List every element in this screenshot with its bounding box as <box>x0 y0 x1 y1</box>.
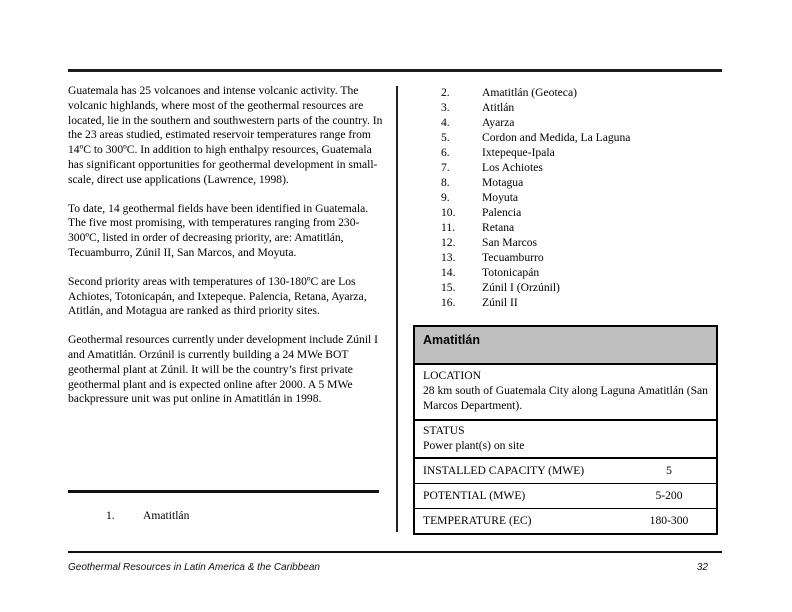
list-item-number: 5. <box>441 131 450 144</box>
top-rule <box>68 69 722 72</box>
field-list <box>441 85 630 310</box>
list-item-label: Ixtepeque-Ipala <box>482 146 555 159</box>
left-column-rule <box>68 490 379 493</box>
list-item-label: Zúnil II <box>482 296 518 309</box>
status-value: Power plant(s) on site <box>423 439 525 453</box>
list-item-label: Amatitlán <box>143 509 190 522</box>
field-list-item <box>441 100 630 115</box>
metric-label: POTENTIAL (MWE) <box>423 488 526 502</box>
field-list-item <box>441 85 630 100</box>
list-item-label: Ayarza <box>482 116 515 129</box>
page-number: 32 <box>696 562 708 573</box>
metric-label: TEMPERATURE (EC) <box>423 513 532 527</box>
field-list-item <box>441 280 630 295</box>
metric-value: 5 <box>666 463 672 477</box>
field-list-item <box>441 190 630 205</box>
list-item-number: 1. <box>106 509 115 522</box>
amatitlan-info-table <box>413 325 718 535</box>
field-list-item <box>441 220 630 235</box>
field-list-item <box>441 295 630 310</box>
paragraph-under-development: Geothermal resources currently under development include Zúnil I and Amatitlán. Orzúnil is currently building a 24 MWe BOT geothermal plant at Zúnil. It will be the country’s first private geothermal plant and is expected online after 2000. A 5 MWe backpressure unit was put online in Amatitlán in 1998. <box>68 333 379 406</box>
list-item-label: Atitlán <box>482 101 515 114</box>
list-item-number: 12. <box>441 236 456 249</box>
paragraph-geothermal-fields: To date, 14 geothermal fields have been identified in Guatemala. The five most promising, with temperatures ranging from 230-300ºC, listed in order of decreasing priority, are: Amatitlán, Tecuamburro, Zúnil II, San Marcos, and Moyuta. <box>68 201 369 259</box>
location-label: LOCATION <box>423 369 481 382</box>
metric-row-potential <box>415 484 716 509</box>
metric-value: 180-300 <box>649 513 689 527</box>
footer-title: Geothermal Resources in Latin America & the Caribbean <box>68 562 320 573</box>
field-list-item-1 <box>68 508 189 523</box>
list-item-label: Tecuamburro <box>482 251 544 264</box>
column-divider <box>396 86 398 532</box>
list-item-label: Cordon and Medida, La Laguna <box>482 131 631 144</box>
field-list-item <box>441 205 630 220</box>
paragraph-priority-areas: Second priority areas with temperatures of 130-180ºC are Los Achiotes, Totonicapán, and Ixtepeque. Palencia, Retana, Ayarza, Atitlán, and Motagua are ranked as third priority sites. <box>68 274 367 318</box>
list-item-label: Retana <box>482 221 515 234</box>
list-item-number: 7. <box>441 161 450 174</box>
list-item-number: 4. <box>441 116 450 129</box>
list-item-number: 16. <box>441 296 456 309</box>
field-list-item <box>441 235 630 250</box>
list-item-label: Totonicapán <box>482 266 540 279</box>
list-item-number: 6. <box>441 146 450 159</box>
list-item-label: Moyuta <box>482 191 519 204</box>
list-item-number: 10. <box>441 206 456 219</box>
status-label: STATUS <box>423 424 465 438</box>
list-item-label: Los Achiotes <box>482 161 543 174</box>
list-item-number: 15. <box>441 281 456 294</box>
field-list-item <box>441 250 630 265</box>
metric-row-temperature <box>415 509 716 533</box>
field-list-item <box>441 175 630 190</box>
metric-row-installed-capacity <box>415 459 716 484</box>
list-item-number: 11. <box>441 221 456 234</box>
list-item-label: Motagua <box>482 176 524 189</box>
location-section <box>415 365 716 421</box>
list-item-number: 13. <box>441 251 456 264</box>
list-item-label: Zúnil I (Orzúnil) <box>482 281 560 294</box>
status-section <box>415 421 716 459</box>
metric-label: INSTALLED CAPACITY (MWE) <box>423 463 585 477</box>
list-item-number: 2. <box>441 86 450 99</box>
paragraph-volcanic-activity: Guatemala has 25 volcanoes and intense volcanic activity. The volcanic highlands, where most of the geothermal resources are located, lie in the southern and southwestern parts of the country. In the 23 areas studied, estimated reservoir temperatures range from 14ºC to 300ºC. In addition to high enthalpy resources, Guatemala has significant opportunities for geothermal development in small-scale, direct use applications (Lawrence, 1998). <box>68 84 383 186</box>
list-item-number: 8. <box>441 176 450 189</box>
list-item-label: Palencia <box>482 206 522 219</box>
table-title: Amatitlán <box>415 327 716 365</box>
metric-value: 5-200 <box>655 488 683 502</box>
page-footer <box>68 562 708 573</box>
left-column <box>68 84 388 421</box>
list-item-label: Amatitlán (Geoteca) <box>482 86 577 99</box>
list-item-number: 3. <box>441 101 450 114</box>
field-list-item <box>441 115 630 130</box>
list-item-number: 14. <box>441 266 456 279</box>
list-item-label: San Marcos <box>482 236 538 249</box>
footer-rule <box>68 551 722 553</box>
field-list-item <box>441 265 630 280</box>
list-item-number: 9. <box>441 191 450 204</box>
field-list-item <box>441 145 630 160</box>
field-list-item <box>441 130 630 145</box>
field-list-item <box>441 160 630 175</box>
location-value: 28 km south of Guatemala City along Laguna Amatitlán (San Marcos Department). <box>423 383 708 412</box>
